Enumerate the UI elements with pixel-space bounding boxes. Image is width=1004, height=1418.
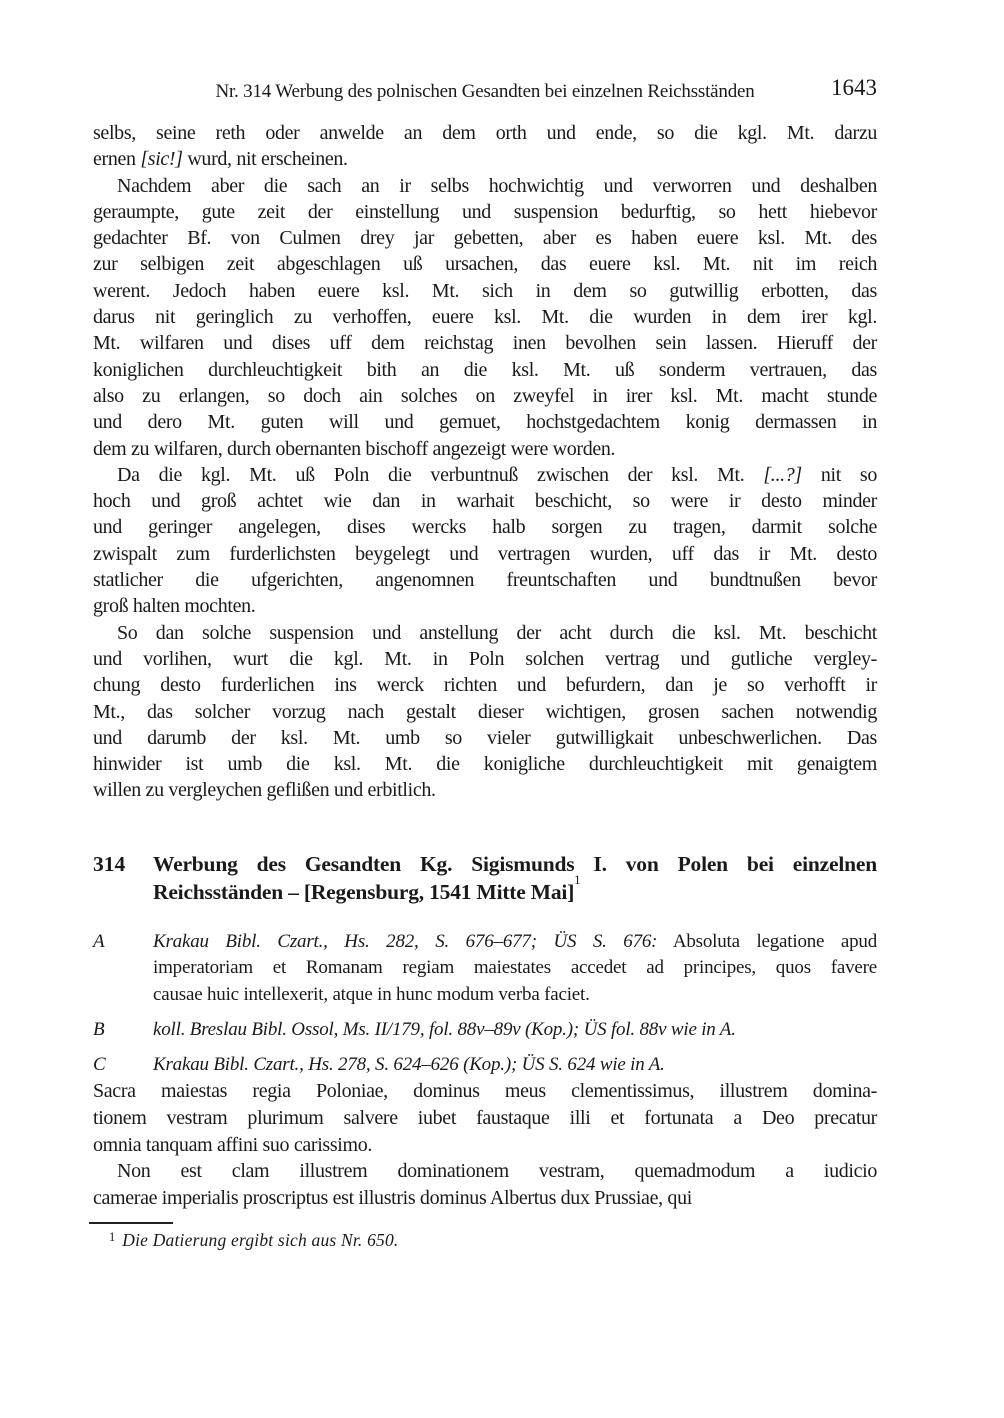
- text-line: [153, 1017, 877, 1043]
- text-line: [153, 955, 877, 981]
- text-segment: Mt., das solcher vorzug nach gestalt dieser wichtigen, grosen sachen notwendig: [93, 700, 877, 723]
- source-description: [153, 1017, 877, 1043]
- text-segment: wurd, nit erscheinen.: [182, 148, 348, 171]
- text-segment: Werbung des Gesandten Kg. Sigismunds I. von Polen bei einzelnen: [153, 852, 877, 876]
- paragraph: [93, 620, 877, 804]
- running-header: [93, 75, 877, 104]
- text-segment: [...?]: [763, 463, 802, 486]
- text-line: [93, 199, 877, 225]
- footnote-marker: 1: [109, 1230, 116, 1244]
- text-line: [93, 409, 877, 435]
- text-line: [153, 851, 877, 879]
- text-line: [93, 620, 877, 646]
- source-item-B: [93, 1017, 877, 1043]
- source-description: [153, 929, 877, 1008]
- text-segment: camerae imperialis proscriptus est illustris dominus Albertus dux Prussiae, qui: [93, 1187, 692, 1210]
- text-segment: groß halten mochten.: [93, 595, 256, 618]
- text-segment: causae huic intellexerit, atque in hunc modum verba faciet.: [153, 983, 590, 1005]
- text-line: [93, 225, 877, 251]
- text-segment: statlicher die ufgerichten, angenomnen freuntschaften und bundtnußen bevor: [93, 569, 877, 592]
- source-description: [153, 1052, 877, 1078]
- text-line: [93, 304, 877, 330]
- paragraph: [93, 120, 877, 173]
- text-segment: geraumpte, gute zeit der einstellung und suspension bedurftig, so hett hiebevor: [93, 200, 877, 223]
- document-heading: [93, 851, 877, 906]
- text-line: [93, 672, 877, 698]
- text-line: [93, 488, 877, 514]
- text-segment: hinwider ist umb die ksl. Mt. die konigliche durchleuchtigkeit mit genaigtem: [93, 753, 877, 776]
- text-line: [153, 1052, 877, 1078]
- text-segment: werent. Jedoch haben euere ksl. Mt. sich in dem so gutwillig erbotten, das: [93, 279, 877, 302]
- source-list: [93, 929, 877, 1078]
- text-line: [93, 120, 877, 146]
- text-line: [93, 462, 877, 488]
- source-item-C: [93, 1052, 877, 1078]
- text-line: [93, 1078, 877, 1105]
- text-segment: Krakau Bibl. Czart., Hs. 282, S. 676–677; ÜS S. 676:: [153, 931, 658, 952]
- footnote: [93, 1228, 877, 1254]
- text-segment: Sacra maiestas regia Poloniae, dominus meus clementissimus, illustrem domina-: [93, 1080, 877, 1102]
- text-segment: zur selbigen zeit abgeschlagen uß ursachen, das euere ksl. Mt. nit im reich: [93, 253, 877, 276]
- text-segment: und dero Mt. guten will und gemuet, hochstgedachtem konig dermassen in: [93, 411, 877, 434]
- text-segment: willen zu vergleychen geflißen und erbitlich.: [93, 779, 436, 802]
- text-segment: Mt. wilfaren und dises uff dem reichstag inen bevolhen sein lassen. Hieruff der: [93, 332, 877, 355]
- running-header-title: Nr. 314 Werbung des polnischen Gesandten bei einzelnen Reichsständen: [215, 81, 755, 102]
- text-line: [93, 593, 877, 619]
- text-segment: Reichsständen – [Regensburg, 1541 Mitte Mai]: [153, 879, 575, 904]
- text-segment: koll. Breslau Bibl. Ossol, Ms. II/179, fol. 88v–89v (Kop.); ÜS fol. 88v wie in A.: [153, 1018, 736, 1040]
- text-line: [93, 1185, 877, 1212]
- paragraph: [93, 462, 877, 620]
- text-segment: und darumb der ksl. Mt. umb so vieler gutwilligkait unbeschwerlichen. Das: [93, 726, 877, 749]
- latin-text-block: [93, 1078, 877, 1212]
- text-line: [153, 929, 877, 955]
- text-segment: Non est clam illustrem dominationem vestram, quemadmodum a iudicio: [117, 1160, 877, 1183]
- text-segment: chung desto furderlichen ins werck richten und befurdern, dan je so verhofft ir: [93, 674, 877, 697]
- text-segment: omnia tanquam affini suo carissimo.: [93, 1133, 372, 1156]
- text-line: [93, 541, 877, 567]
- paragraph: [93, 1078, 877, 1158]
- text-line: [93, 330, 877, 356]
- text-segment: und geringer angelegen, dises wercks halb sorgen zu tragen, darmit solche: [93, 516, 877, 539]
- text-line: [153, 872, 877, 907]
- text-line: [93, 567, 877, 593]
- text-segment: koniglichen durchleuchtigkeit bith an die ksl. Mt. uß sonderm vertrauen, das: [93, 358, 877, 381]
- text-line: [93, 251, 877, 277]
- book-page: [93, 0, 877, 1418]
- paragraph: [93, 1158, 877, 1212]
- text-line: [93, 646, 877, 672]
- text-segment: dem zu wilfaren, durch obernanten bischoff angezeigt were worden.: [93, 437, 616, 460]
- text-segment: tionem vestram plurimum salvere iubet faustaque illi et fortunata a Deo precatur: [93, 1106, 877, 1129]
- superscript: 1: [574, 872, 581, 887]
- text-line: [93, 1105, 877, 1132]
- text-line: [153, 982, 877, 1008]
- text-line: [93, 278, 877, 304]
- document-title: [153, 851, 877, 906]
- text-segment: selbs, seine reth oder anwelde an dem orth und ende, so die kgl. Mt. darzu: [93, 122, 877, 144]
- text-line: [93, 699, 877, 725]
- text-line: [93, 751, 877, 777]
- footnote-area: [93, 1222, 877, 1254]
- text-segment: Da die kgl. Mt. uß Poln die verbuntnuß zwischen der ksl. Mt.: [117, 463, 764, 486]
- text-line: [93, 777, 877, 803]
- text-segment: zwispalt zum furderlichsten beygelegt und vertragen wurden, uff das ir Mt. desto: [93, 542, 877, 565]
- document-number: 314: [93, 852, 126, 876]
- text-segment: gedachter Bf. von Culmen drey jar gebetten, aber es haben euere ksl. Mt. des: [93, 227, 877, 250]
- text-segment: Absoluta legatione apud: [657, 931, 877, 952]
- text-line: [93, 725, 877, 751]
- text-segment: darus nit geringlich zu verhoffen, euere ksl. Mt. die wurden in dem irer kgl.: [93, 306, 877, 329]
- footnote-rule: [89, 1222, 173, 1224]
- text-segment: nit so: [801, 463, 877, 486]
- text-line: [93, 383, 877, 409]
- text-segment: Krakau Bibl. Czart., Hs. 278, S. 624–626 (Kop.); ÜS S. 624 wie in A.: [153, 1054, 665, 1076]
- source-siglum: B: [93, 1018, 105, 1040]
- page-number: 1643: [831, 75, 877, 100]
- paragraph: [93, 173, 877, 462]
- text-line: [93, 1158, 877, 1185]
- text-line: [93, 146, 877, 172]
- footnote-text: Die Datierung ergibt sich aus Nr. 650.: [122, 1230, 399, 1250]
- text-line: [93, 173, 877, 199]
- text-line: [93, 436, 877, 462]
- source-item-A: [93, 929, 877, 1008]
- text-segment: ernen: [93, 148, 141, 171]
- text-segment: So dan solche suspension und anstellung der acht durch die ksl. Mt. beschicht: [117, 621, 877, 644]
- text-segment: hoch und groß achtet wie dan in warhait beschicht, so were ir desto minder: [93, 490, 877, 513]
- text-segment: und vorlihen, wurt die kgl. Mt. in Poln solchen vertrag und gutliche vergley-: [93, 647, 877, 670]
- text-segment: imperatoriam et Romanam regiam maiestates accedet ad principes, quos favere: [153, 957, 877, 979]
- text-line: [93, 514, 877, 540]
- german-text-block: [93, 120, 877, 804]
- text-segment: Nachdem aber die sach an ir selbs hochwichtig und verworren und deshalben: [117, 174, 877, 197]
- text-line: [93, 357, 877, 383]
- text-segment: also zu erlangen, so doch ain solches on zweyfel in irer ksl. Mt. macht stunde: [93, 384, 877, 407]
- source-siglum: A: [93, 931, 105, 952]
- text-line: [93, 1132, 877, 1159]
- source-siglum: C: [93, 1054, 106, 1076]
- text-segment: [sic!]: [140, 148, 183, 171]
